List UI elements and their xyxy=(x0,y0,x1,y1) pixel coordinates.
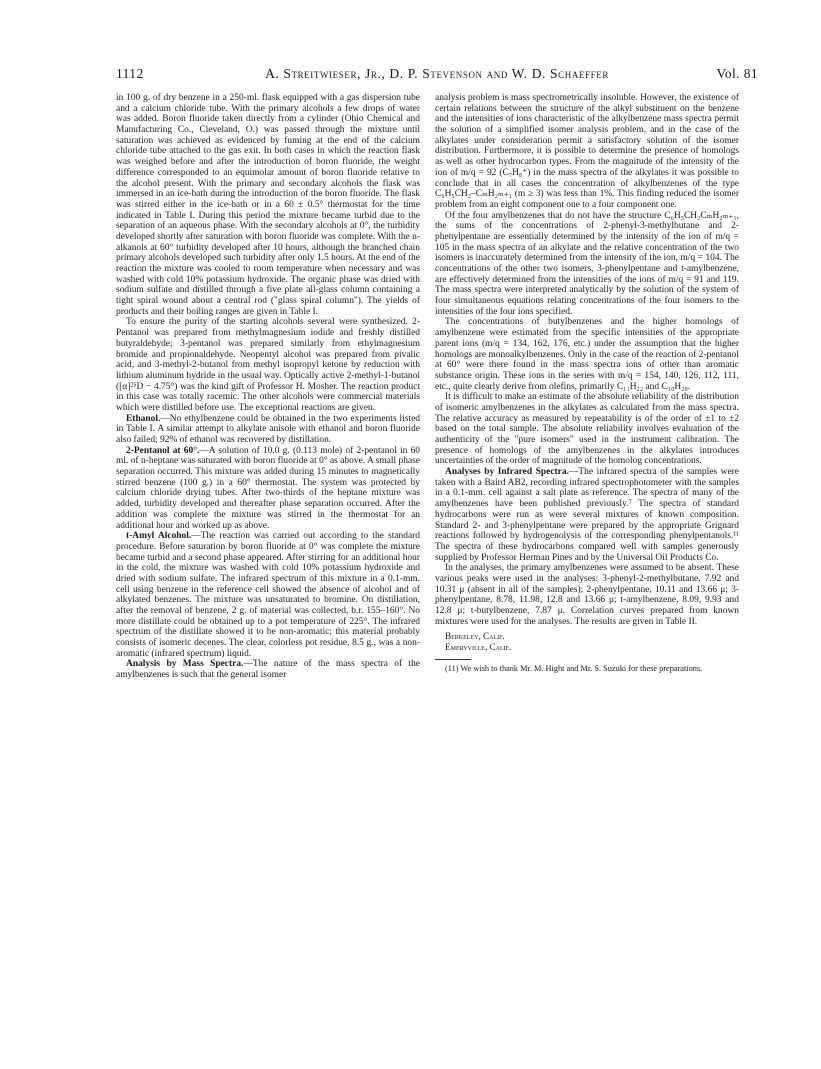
paragraph: In the analyses, the primary amylbenzenes were assumed to be absent. These various peaks were used in the analyses: 3-phenyl-2-methylbutane, 7.92 and 10.31 μ (absent in all of the samples); 2-phenylpentane, 10.11 and 13.66 μ; 3-phenylpentane, 8.78, 11.98, 12.8 and 13.66 μ; t-amylbenzene, 8.09, 9.93 and 12.8 μ; t-butylbenzene, 7.87 μ. Correlation curves prepared from known mixtures were used for the analyses. The results are given in Table II. xyxy=(435,563,739,627)
right-column xyxy=(435,93,739,674)
footnote: (11) We wish to thank Mr. M. Hight and Mr. S. Suzuki for these preparations. xyxy=(445,663,703,673)
paragraph xyxy=(435,467,739,563)
paragraph: It is difficult to make an estimate of the absolute reliability of the distribution of isomeric amylbenzenes in the alkylates as calculated from the mass spectra. The relative accuracy as measured by repeatability is of the order of ±1 to ±2 based on the total sample. The absolute reliability involves evaluation of the authenticity of the "pure isomers" used in the instrument calibration. The presence of homologs of the amylbenzenes in the alkylates introduces uncertainties of the order of magnitude of the homolog concentrations. xyxy=(435,392,739,467)
left-column xyxy=(116,93,420,681)
paragraph xyxy=(116,414,420,446)
header-authors: A. Streitwieser, Jr., D. P. Stevenson and W. D. Schaeffer xyxy=(265,66,609,81)
paragraph: To ensure the purity of the starting alcohols several were synthesized. 2-Pentanol was prepared from methylmagnesium iodide and freshly distilled butyraldehyde; 3-pentanol was prepared similarly from ethylmagnesium bromide and propionaldehyde. Neopentyl alcohol was prepared from pivalic acid, and 3-methyl-2-butanol from methyl isopropyl ketone by reduction with lithium aluminum hydride in the usual way. Optically active 2-methyl-1-butanol ([α]²⁵D − 4.75°) was the kind gift of Professor H. Mosher. The reaction product in this case was totally racemic. The other alcohols were commercial materials which were distilled before use. The exceptional reactions are given. xyxy=(116,317,420,413)
paragraph xyxy=(116,446,420,532)
volume-number: Vol. 81 xyxy=(716,66,758,81)
author-locations xyxy=(435,631,739,652)
running-header xyxy=(116,66,758,84)
location-berkeley: Berkeley, Calif. xyxy=(445,631,505,642)
paragraph: in 100 g. of dry benzene in a 250-ml. flask equipped with a gas dispersion tube and a calcium chloride tube. With the primary alcohols a few drops of water was added. Boron fluoride taken directly from a cylinder (Ohio Chemical and Manufacturing Co., Cleveland, O.) was passed through the mixture until saturation was achieved as evidenced by fuming at the end of the calcium chloride tube attached to the gas exit. In both cases in which the reaction flask was weighed before and after the introduction of boron fluoride, the weight difference corresponded to an equimolar amount of boron fluoride relative to the alcohol present. With the primary and secondary alcohols the flask was immersed in an ice-bath during the introduction of the boron fluoride. The flask was stirred either in the ice-bath or in a 60 ± 0.5° thermostat for the time indicated in Table I. During this period the mixture became turbid due to the separation of an aqueous phase. With the secondary alcohols at 0°, the turbidity developed shortly after saturation with boron fluoride was complete. With the n-alkanols at 60° turbidity developed after 10 hours, although the branched chain primary alcohols developed such turbidity after only 1.5 hours. At the end of the reaction the mixture was cooled to room temperature when necessary and was washed with cold 10% potassium hydroxide. The organic phase was dried with sodium sulfate and distilled through a five plate all-glass column containing a tight spiral wound about a central rod ("glass spiral column"). The yields of products and their boiling ranges are given in Table I. xyxy=(116,93,420,317)
run-in-heading: t-Amyl Alcohol. xyxy=(126,531,192,542)
location-emeryville: Emeryville, Calif. xyxy=(445,642,512,653)
run-in-heading: Analysis by Mass Spectra. xyxy=(126,659,244,670)
paragraph xyxy=(116,659,420,680)
paragraph: The concentrations of butylbenzenes and the higher homologs of amylbenzene were estimated from the specific intensities of the appropriate parent ions (m/q = 134, 162, 176, etc.) under the assumption that the higher homologs are monoalkylbenzenes. Only in the case of the reaction of 2-pentanol at 60° were there found in the mass spectra ions of other than aromatic substance origin. These ions in the series with m/q = 154, 140, 126, 112, 111, etc., quite clearly derive from olefins, primarily C₁₁H₂₂ and C₁₀H₂₀. xyxy=(435,317,739,392)
run-in-heading: Analyses by Infrared Spectra. xyxy=(445,467,569,478)
run-in-heading: 2-Pentanol at 60°. xyxy=(126,445,200,456)
page-number: 1112 xyxy=(116,66,144,81)
paragraph-text: —No ethylbenzene could be obtained in the two experiments listed in Table I. A similar attempt to alkylate anisole with ethanol and boron fluoride also failed; 92% of ethanol was recovered by distillation. xyxy=(116,413,420,445)
paragraph-text: —The reaction was carried out according to the standard procedure. Before saturation by boron fluoride at 0° was complete the mixture became turbid and a second phase appeared. After stirring for an additional hour in the cold, the mixture was washed with cold 10% potassium hydroxide and dried with sodium sulfate. The infrared spectrum of this mixture in a 0.1-mm. cell using benzene in the reference cell showed the absence of alcohol and of alkylated benzenes. The mixture was unsaturated to bromine. On distillation, after the removal of benzene, 2 g. of material was collected, b.r. 155–160°. No more distillate could be obtained up to a pot temperature of 225°. The infrared spectrum of the distillate showed it to be non-aromatic; this material probably consists of isomeric decenes. The clear, colorless pot residue, 8.5 g., was a non-aromatic (infrared spectrum) liquid. xyxy=(116,531,421,659)
footnote-rule xyxy=(435,659,471,660)
paragraph-text: —The nature of the mass spectra of the amylbenzenes is such that the general isomer xyxy=(116,659,420,681)
paragraph-text: —A solution of 10.0 g. (0.113 mole) of 2-pentanol in 60 ml. of n-heptane was saturated with boron fluoride at 0° as above. A small phase separation occurred. This mixture was added during 15 minutes to magnetically stirred benzene (100 g.) in a 60° thermostat. The system was protected by calcium chloride drying tubes. After two-thirds of the heptane mixture was added, turbidity developed and thereafter phase separation occurred. After the addition was complete the mixture was stirred in the thermostat for an additional hour and worked up as above. xyxy=(116,445,421,531)
run-in-heading: Ethanol. xyxy=(126,413,161,424)
paragraph: analysis problem is mass spectrometrically insoluble. However, the existence of certain relations between the structure of the alkyl substituent on the benzene and the intensities of ions characteristic of the alkylbenzene mass spectra permit the solution of a simplified isomer analysis problem, and in the case of the alkylates under consideration permit a satisfactory solution of the isomer distribution. Furthermore, it is possible to determine the presence of homologs as well as other hydrocarbon types. From the magnitude of the intensity of the ion of m/q = 92 (C₇H₈⁺) in the mass spectra of the alkylates it was possible to conclude that in all cases the concentration of alkylbenzenes of the type C₆H₅CH₂–CₘH₂ₘ₊₁ (m ≥ 3) was less than 1%. This finding reduced the isomer problem from an eight component one to a four component one. xyxy=(435,93,739,210)
paragraph: Of the four amylbenzenes that do not have the structure C₆H₅CH₂CₘH₂ₘ₊₁, the sums of the concentrations of 2-phenyl-3-methylbutane and 2-phenylpentane are essentially determined by the intensity of the ion of m/q = 105 in the mass spectra of an alkylate and the relative concentration of the two isomers is inaccurately determined from the intensity of the ion, m/q = 104. The concentrations of the other two isomers, 3-phenylpentane and t-amylbenzene, are effectively determined from the intensities of the ions of m/q = 91 and 119. The mass spectra were interpreted analytically by the solution of the system of four simultaneous equations relating concentrations of the four isomers to the intensities of the four ions specified. xyxy=(435,210,739,317)
paragraph xyxy=(116,531,420,659)
paragraph-text: —The infrared spectra of the samples were taken with a Baird AB2, recording infrared spectrophotometer with the samples in a 0.1-mm. cell against a salt plate as reference. The spectra of many of the amylbenzenes have been published previously.⁷ The spectra of standard hydrocarbons were run as were several mixtures of known composition. Standard 2- and 3-phenylpentane were prepared by the appropriate Grignard reactions followed by hydrogenolysis of the corresponding phenylpentanols.¹¹ The spectra of these hydrocarbons compared well with samples generously supplied by Professor Herman Pines and by the Universal Oil Products Co. xyxy=(435,467,739,563)
